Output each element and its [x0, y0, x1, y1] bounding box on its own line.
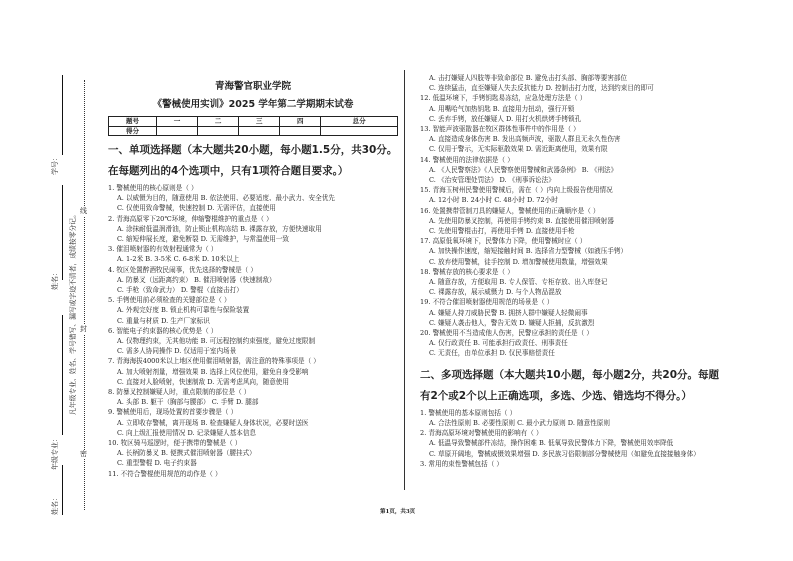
score-table-header: 四	[280, 117, 321, 127]
question-options: A. 立即收存警械，离开现场 B. 检查嫌疑人身体状况，必要时送医	[117, 418, 309, 427]
question-options: A. 12小时 B. 24小时 C. 48小时 D. 72小时	[429, 196, 558, 205]
question-options: C. 《治安管理处罚法》 D. 《刑事诉讼法》	[429, 176, 555, 185]
question	[420, 267, 725, 298]
section1-title: 一、单项选择题（本大题共20小题，每小题1.5分，共30分。在每题列出的4个选项中，只有1项符合题目要求。）	[108, 144, 398, 177]
question	[420, 236, 725, 267]
seal-char: 线	[80, 207, 87, 215]
question	[420, 297, 725, 328]
question-stem: 13. 智能声波驱散器在牧区群体性事件中的作用是（ ）	[420, 125, 580, 134]
question-options: C. 先使用警棍击打，再使用手铐 D. 直接使用手枪	[429, 227, 575, 236]
question	[108, 214, 398, 245]
question-options: C. 直接对人脸喷射，快速制敌 D. 无需考虑风向，随意使用	[117, 377, 289, 386]
question	[108, 387, 398, 407]
question	[108, 295, 398, 326]
question-stem: 16. 处置携带管制刀具的嫌疑人，警械使用的正确顺序是（ ）	[420, 206, 600, 215]
question-options: A. 以威慑为目的，随意使用 B. 依法使用、必要适度、最小武力、安全优先	[117, 194, 335, 203]
question-options: C. 放弃使用警械，徒手控制 D. 增加警械使用数量，增强效果	[429, 257, 608, 266]
seal-char: 封	[80, 325, 87, 333]
question-options: C. 重型警棍 D. 电子约束器	[117, 459, 197, 468]
section2-title: 二、多项选择题（本大题共10小题，每小题2分，共20分。每题有2个或2个以上正确选项，多选、少选、错选均不得分。）	[420, 368, 720, 402]
question	[420, 459, 725, 469]
seal-dotted-line	[84, 80, 85, 510]
question	[420, 124, 725, 155]
question-stem: 9. 警械使用后，现场处置的首要步骤是（ ）	[108, 408, 238, 417]
seal-char: 密	[80, 450, 87, 458]
binding-line	[62, 185, 63, 280]
column-divider	[404, 70, 405, 490]
question-options: C. 无责任，由单位承担 D. 仅民事赔偿责任	[429, 349, 555, 358]
question-stem: 2. 青海高原零下20℃环境，伸缩警棍维护的重点是（ ）	[108, 214, 273, 223]
question-stem: 17. 高原低氧环境下，民警体力下降，使用警械时应（ ）	[420, 237, 587, 246]
question-options: C. 嫌疑人袭击他人，警告无效 D. 嫌疑人拒捕，反抗激烈	[429, 318, 595, 327]
question	[420, 206, 725, 237]
question	[420, 93, 725, 124]
question-options: C. 仅用于警示，无实际驱散效果 D. 需近距离使用，效果有限	[429, 145, 608, 154]
question-stem: 3. 常用的束性警械包括（ ）	[420, 459, 504, 468]
question	[420, 155, 725, 186]
question	[108, 407, 398, 438]
question-options: A. 头部 B. 躯干（胸部与腰部） C. 手臂 D. 腿部	[117, 398, 259, 407]
question-stem: 1. 警械使用的基本原则包括（ ）	[420, 408, 517, 417]
question-options: C. 需多人协同操作 D. 仅适用于室内场景	[117, 347, 237, 356]
binding-strip	[20, 75, 100, 515]
question-stem: 14. 警械使用的法律依据是（ ）	[420, 155, 514, 164]
student-id-label: 学号：	[51, 154, 59, 175]
question-options: A. 直接造成身体伤害 B. 发出高频声波，驱散人群且无永久性伤害	[429, 135, 621, 144]
question	[420, 408, 725, 428]
score-cell	[198, 126, 239, 136]
question	[108, 356, 398, 387]
name-label: 姓名：	[51, 269, 59, 290]
question	[108, 183, 398, 214]
question-stem: 10. 牧区骑马巡逻时，便于携带的警械是（ ）	[108, 439, 242, 448]
question-options: A. 低温导致警械部件冻结，操作困难 B. 低氧导致民警体力下降，警械使用效率降低	[429, 439, 674, 448]
question-options: A. 加大喷射剂量，增强效果 B. 选择上风位使用，避免自身受影响	[117, 367, 309, 376]
score-table	[108, 116, 398, 136]
question-stem: 15. 青海玉树州民警使用警械后，需在（ ）内向上级报告使用情况	[420, 186, 613, 195]
question-options: A. 《人民警察法》《人民警察使用警械和武器条例》 B. 《刑法》	[429, 165, 618, 174]
score-table-header: 三	[239, 117, 280, 127]
score-cell	[280, 126, 321, 136]
question-stem: 4. 牧区处置醉酒牧民闹事，优先选择的警械是（ ）	[108, 265, 257, 274]
question-options: C. 草原开阔地，警械威慑效果增强 D. 多民族习俗限制部分警械使用（如避免直接接触身体）	[429, 449, 700, 458]
question-stem: 8. 防暴叉控制嫌疑人时，重点限制的部位是（ ）	[108, 388, 251, 397]
score-table-header: 二	[198, 117, 239, 127]
right-column	[420, 73, 725, 469]
question-options: A. 1-2米 B. 3-5米 C. 6-8米 D. 10米以上	[117, 255, 240, 264]
question-options: A. 防暴叉（远距离约束） B. 催泪喷射器（快速制敌）	[117, 275, 276, 284]
question-options: C. 向上级汇报使用情况 D. 记录嫌疑人基本信息	[117, 428, 257, 437]
name-label-2: 姓名：	[51, 494, 59, 515]
question-options: A. 仅行政责任 B. 可能承担行政责任、刑事责任	[429, 339, 568, 348]
question	[420, 328, 725, 359]
question-options: A. 涂抹耐低温润滑油，防止锁止机构冻结 B. 裸露存放，方便快速取用	[117, 224, 322, 233]
question-options: C. 手枪（致命武力） D. 警棍（直接击打）	[117, 286, 243, 295]
question	[420, 185, 725, 205]
question-options: A. 仅物理约束，无其他功能 B. 可远程控制约束强度，避免过度限制	[117, 337, 316, 346]
exam-title: 《警械使用实训》2025 学年第二学期期末试卷	[152, 99, 354, 110]
question-options: A. 加快操作速度，缩短接触时间 B. 选择省力型警械（如液压手铐）	[429, 247, 628, 256]
score-row-label: 得分	[109, 126, 157, 136]
question-stem: 3. 催泪喷射器的有效射程通常为（ ）	[108, 245, 218, 254]
question-options: A. 随意存放，方便取用 B. 专人保管、专柜存放、出入库登记	[429, 278, 608, 287]
question-stem: 6. 智能电子约束器的核心优势是（ ）	[108, 326, 218, 335]
question-options: C. 重量与材质 D. 生产厂家标识	[117, 316, 210, 325]
question-options: C. 裸露存放，展示威慑力 D. 与个人物品混放	[429, 288, 562, 297]
page-number: 第1页，共3页	[380, 509, 416, 515]
score-cell	[321, 126, 398, 136]
left-column	[108, 78, 398, 479]
question-stem: 1. 警械使用的核心原则是（ ）	[108, 184, 198, 192]
question-options: A. 先使用防暴叉控制，再使用手铐约束 B. 直接使用催泪喷射器	[429, 216, 614, 225]
score-table-header: 总分	[321, 117, 398, 127]
question-options: C. 仅使用致命警械，快速控制 D. 无需评估，直接使用	[117, 204, 276, 213]
binding-line	[62, 465, 63, 515]
question-options: A. 击打嫌疑人四肢等非致命部位 B. 避免击打头部、胸部等要害部位	[429, 74, 628, 82]
question	[108, 244, 398, 264]
question-stem: 11. 不符合警棍使用规范的动作是（ ）	[108, 469, 222, 478]
school-name: 青海警官职业学院	[214, 81, 291, 92]
question-stem: 19. 不符合催泪喷射器使用规范的场景是（ ）	[420, 298, 554, 307]
binding-notice: 凡年级专业、姓名、学号错写、漏写或字迹不清者，成绩按零分记。	[69, 211, 77, 415]
question-stem: 5. 手铐使用前必须检查的关键部位是（ ）	[108, 296, 231, 305]
question-options: A. 合法性原则 B. 必要性原则 C. 最小武力原则 D. 随意性原则	[429, 418, 610, 427]
score-cell	[157, 126, 198, 136]
question-stem: 7. 青海海拔4000米以上地区使用催泪喷射器，需注意的特殊事项是（ ）	[108, 357, 320, 366]
question-options: A. 嫌疑人持刀威胁民警 B. 拥挤人群中嫌疑人轻微闹事	[429, 308, 588, 317]
question-stem: 18. 警械存放的核心要求是（ ）	[420, 267, 514, 276]
score-table-header: 题号	[109, 117, 157, 127]
question-options: C. 连续猛击，直至嫌疑人失去反抗能力 D. 控制击打力度，达到约束目的即可	[429, 84, 654, 93]
question	[420, 73, 725, 93]
question-options: A. 长柄防暴叉 B. 便携式催泪喷射器（腰挂式）	[117, 449, 256, 458]
score-table-header: 一	[157, 117, 198, 127]
question	[108, 438, 398, 469]
score-cell	[239, 126, 280, 136]
question-stem: 2. 青海高原环境对警械使用的影响有（ ）	[420, 429, 543, 438]
question	[420, 428, 725, 459]
question-options: A. 外观完好度 B. 锁止机构可靠性与保险装置	[117, 306, 250, 315]
question-options: C. 缩短伸展长度，避免断裂 D. 无需维护，与常温使用一致	[117, 235, 289, 244]
question-stem: 12. 低温环境下，手铐钥匙易冻结，应急处理方法是（ ）	[420, 94, 587, 103]
question-stem: 20. 警械使用不当造成他人伤害，民警应承担的责任是（ ）	[420, 329, 593, 338]
binding-line	[62, 75, 63, 155]
question-options: A. 用嘴哈气加热钥匙 B. 直接用力扭动，强行开锁	[429, 104, 575, 113]
question	[108, 265, 398, 296]
question	[108, 326, 398, 357]
grade-major-label: 年级专业：	[51, 435, 59, 470]
binding-line	[62, 315, 63, 435]
question-options: C. 丢弃手铐，放任嫌疑人 D. 用打火机烘烤手铐锁孔	[429, 114, 582, 123]
